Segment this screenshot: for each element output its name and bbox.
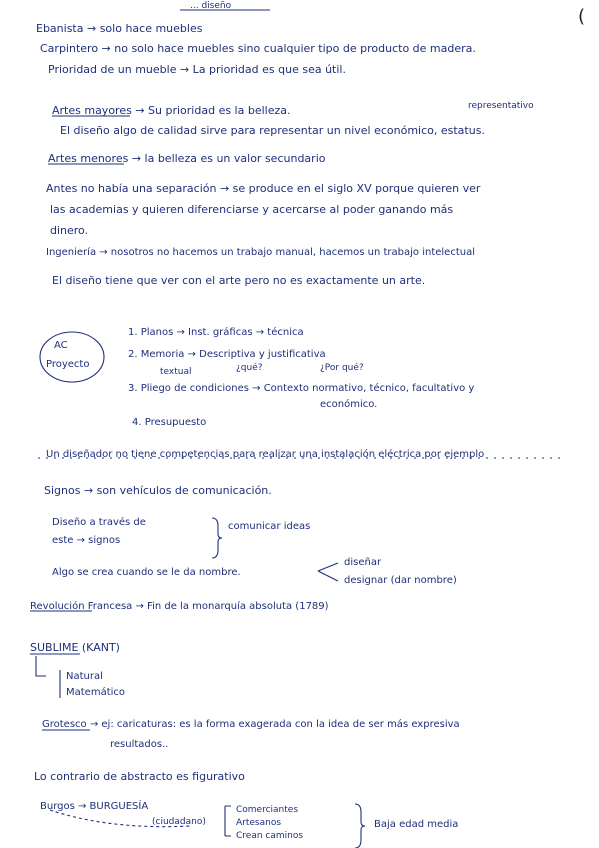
- line-comerciantes: Comerciantes: [236, 805, 299, 815]
- project-item-pliego-2: económico.: [320, 399, 378, 410]
- project-item-planos: 1. Planos → Inst. gráficas → técnica: [128, 327, 304, 338]
- line-natural: Natural: [66, 671, 103, 682]
- line-matematico: Matemático: [66, 687, 126, 698]
- project-note-que: ¿qué?: [236, 363, 263, 373]
- line-diseno-traves: Diseño a través de: [52, 517, 146, 528]
- line-disenar: diseñar: [344, 557, 382, 568]
- line-carpintero: Carpintero → no solo hace muebles sino cualquier tipo de producto de madera.: [40, 42, 476, 55]
- line-comunicar-ideas: comunicar ideas: [228, 521, 311, 532]
- line-baja-edad-media: Baja edad media: [374, 819, 459, 830]
- line-separacion-3: dinero.: [50, 224, 89, 237]
- line-grotesco-2: resultados..: [110, 739, 169, 750]
- project-note-porque: ¿Por qué?: [320, 363, 364, 373]
- line-sublime: SUBLIME (KANT): [30, 641, 120, 654]
- line-ingenieria: Ingeniería → nosotros no hacemos un trabajo manual, hacemos un trabajo intelectual: [46, 247, 475, 258]
- circle-label-proyecto: Proyecto: [46, 359, 90, 370]
- circle-label-ac: AC: [54, 340, 68, 351]
- line-designar: designar (dar nombre): [344, 575, 457, 586]
- line-diseno-arte: El diseño tiene que ver con el arte pero no es exactamente un arte.: [52, 274, 426, 287]
- line-algo-se-crea: Algo se crea cuando se le da nombre.: [52, 567, 241, 578]
- line-ciudadano: (ciudadano): [152, 817, 206, 827]
- line-prioridad-mueble: Prioridad de un mueble → La prioridad es que sea útil.: [48, 63, 346, 76]
- line-artes-menores: Artes menores → la belleza es un valor secundario: [48, 152, 326, 165]
- line-este-signos: este → signos: [52, 535, 121, 546]
- line-ebanista: Ebanista → solo hace muebles: [36, 22, 203, 35]
- line-revolucion: Revolución Francesa → Fin de la monarquía absoluta (1789): [30, 601, 329, 612]
- corner-mark: (: [578, 6, 586, 27]
- line-signos: Signos → son vehículos de comunicación.: [44, 484, 272, 497]
- line-crean-caminos: Crean caminos: [236, 831, 304, 841]
- line-separacion-2: las academias y quieren diferenciarse y acercarse al poder ganando más: [50, 203, 454, 216]
- line-grotesco: Grotesco → ej: caricaturas: es la forma exagerada con la idea de ser más expresiva: [42, 719, 460, 730]
- project-item-memoria: 2. Memoria → Descriptiva y justificativa: [128, 349, 326, 360]
- note-representativo: representativo: [468, 101, 534, 111]
- project-note-textual: textual: [160, 367, 192, 377]
- line-artes-mayores: Artes mayores → Su prioridad es la belleza.: [52, 104, 291, 117]
- top-cut-heading: ... diseño: [190, 1, 232, 11]
- project-item-pliego: 3. Pliego de condiciones → Contexto normativo, técnico, facultativo y: [128, 383, 475, 394]
- line-disenador-competencias: Un diseñador no tiene competencias para realizar una instalación eléctrica por ejemplo: [46, 449, 485, 460]
- line-abstracto: Lo contrario de abstracto es figurativo: [34, 770, 245, 783]
- line-burgos: Burgos → BURGUESÍA: [40, 801, 149, 812]
- line-artesanos: Artesanos: [236, 818, 282, 828]
- line-diseno-calidad: El diseño algo de calidad sirve para representar un nivel económico, estatus.: [60, 124, 485, 137]
- line-separacion-1: Antes no había una separación → se produce en el siglo XV porque quieren ver: [46, 182, 481, 195]
- project-item-presupuesto: 4. Presupuesto: [132, 417, 207, 428]
